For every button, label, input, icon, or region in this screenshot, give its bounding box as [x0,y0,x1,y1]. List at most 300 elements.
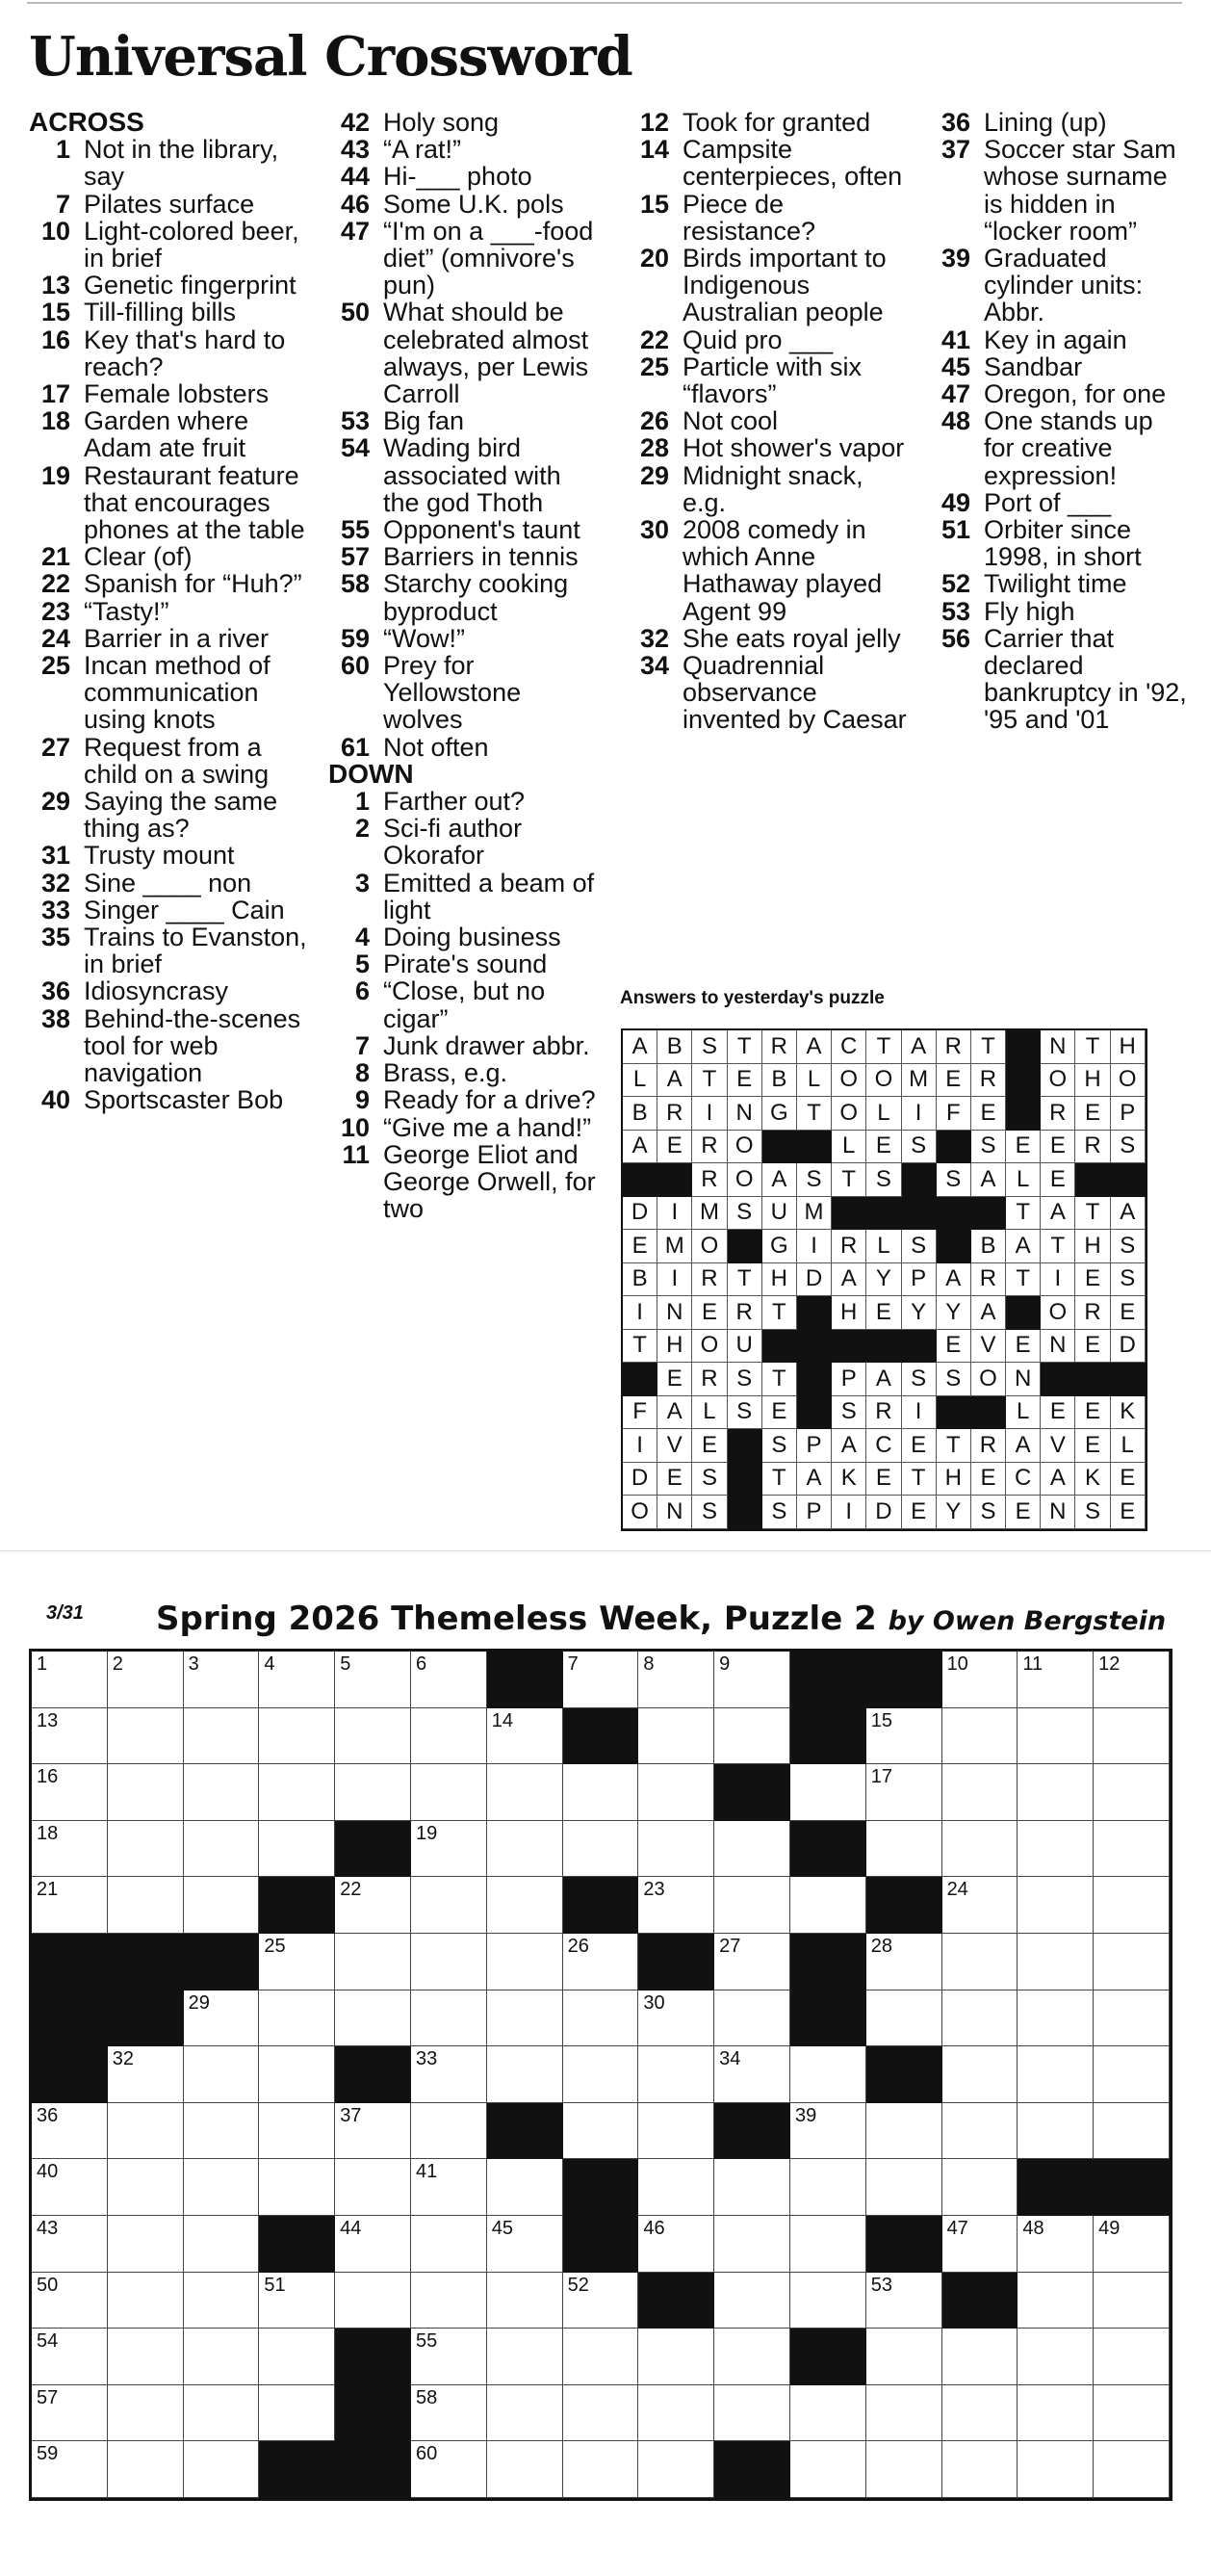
answer-letter: T [832,1163,866,1197]
grid-cell[interactable] [638,2103,714,2160]
grid-cell[interactable] [335,1877,411,1934]
grid-cell[interactable] [638,1991,714,2047]
grid-cell[interactable] [259,1652,335,1708]
grid-cell[interactable] [714,2046,790,2103]
grid-cell[interactable] [108,2216,184,2273]
grid-cell[interactable] [866,2441,942,2498]
grid-cell[interactable] [1018,2046,1094,2103]
grid-cell[interactable] [108,2273,184,2329]
grid-cell[interactable] [259,2159,335,2216]
clue-number: 56 [940,623,970,653]
grid-cell[interactable] [866,2159,942,2216]
grid-cell[interactable] [638,1821,714,1878]
grid-cell[interactable] [1094,2273,1170,2329]
grid-cell[interactable] [108,2159,184,2216]
grid-cell[interactable] [487,1764,563,1821]
grid-cell[interactable] [563,1764,639,1821]
grid-cell[interactable] [866,1708,942,1765]
clue-number: 32 [639,623,669,653]
answer-black-square [623,1163,657,1197]
answer-letter: U [762,1197,797,1231]
grid-cell[interactable] [1094,2046,1170,2103]
grid-cell[interactable] [108,1821,184,1878]
grid-cell[interactable] [335,1652,411,1708]
answer-black-square [1075,1163,1110,1197]
answer-letter: L [623,1064,657,1098]
cell-number: 55 [415,2330,438,2353]
cell-number: 10 [946,1653,968,1675]
clue-text: Carrier that declared bankruptcy in '92, '95 and '01 [984,623,1187,735]
answer-letter: I [902,1097,937,1131]
cell-number: 3 [188,1653,199,1675]
grid-cell[interactable] [714,1991,790,2047]
grid-cell[interactable] [1018,1934,1094,1991]
clue-text: She eats royal jelly [683,623,901,653]
clue-text: Key that's hard to reach? [84,325,286,381]
grid-cell[interactable] [563,2103,639,2160]
grid-cell[interactable] [1094,1652,1170,1708]
grid-cell[interactable] [1018,1708,1094,1765]
grid-cell[interactable] [487,1991,563,2047]
grid-cell[interactable] [411,2273,487,2329]
answer-letter: A [971,1296,1006,1330]
clue-number: 12 [639,108,669,137]
grid-cell[interactable] [1094,1764,1170,1821]
answer-letter: A [797,1030,832,1064]
grid-cell[interactable] [563,2441,639,2498]
grid-cell[interactable] [108,1708,184,1765]
puzzle-title: Spring 2026 Themeless Week, Puzzle 2 [156,1600,877,1638]
grid-cell[interactable] [335,1708,411,1765]
grid-cell[interactable] [942,1821,1018,1878]
clue-text: Fly high [984,596,1075,626]
grid-cell[interactable] [638,1652,714,1708]
grid-cell[interactable] [487,1934,563,1991]
grid-cell[interactable] [638,2441,714,2498]
black-square [866,2046,942,2103]
grid-cell[interactable] [866,1821,942,1878]
grid-cell[interactable] [942,1652,1018,1708]
grid-cell[interactable] [942,1877,1018,1934]
grid-cell[interactable] [638,2046,714,2103]
grid-cell[interactable] [942,1934,1018,1991]
grid-cell[interactable] [32,2441,108,2498]
answer-black-square [728,1496,762,1529]
grid-cell[interactable] [411,2216,487,2273]
across-clue [328,218,598,299]
grid-cell[interactable] [259,2329,335,2385]
grid-cell[interactable] [563,1821,639,1878]
clue-text: Trains to Evanston, in brief [84,923,307,979]
clue-text: Behind-the-scenes tool for web navigation [84,1003,301,1088]
grid-cell[interactable] [1018,1764,1094,1821]
grid-cell[interactable] [32,2385,108,2442]
grid-cell[interactable] [411,2385,487,2442]
grid-cell[interactable] [1018,2103,1094,2160]
grid-cell[interactable] [108,1652,184,1708]
grid-cell[interactable] [184,2441,260,2498]
grid-cell[interactable] [1094,1877,1170,1934]
grid-cell[interactable] [411,1991,487,2047]
grid-cell[interactable] [866,2385,942,2442]
clue-number: 31 [40,841,70,871]
grid-cell[interactable] [487,1821,563,1878]
grid-cell[interactable] [32,1708,108,1765]
grid-cell[interactable] [108,2103,184,2160]
clue-text: Spanish for “Huh?” [84,569,302,599]
grid-cell[interactable] [259,1991,335,2047]
clue-number: 7 [354,1030,370,1060]
grid-cell[interactable] [259,1821,335,1878]
grid-cell[interactable] [411,2441,487,2498]
answer-letter: I [1041,1263,1075,1297]
grid-cell[interactable] [1094,2329,1170,2385]
grid-cell[interactable] [184,1764,260,1821]
grid-cell[interactable] [108,2441,184,2498]
grid-cell[interactable] [411,1934,487,1991]
clue-text: Graduated cylinder units: Abbr. [984,244,1144,327]
grid-cell[interactable] [942,2046,1018,2103]
grid-cell[interactable] [714,1934,790,1991]
grid-cell[interactable] [411,1652,487,1708]
grid-cell[interactable] [335,1991,411,2047]
grid-cell[interactable] [184,1708,260,1765]
answer-letter: F [623,1396,657,1430]
answer-letter: I [832,1496,866,1529]
grid-cell[interactable] [32,1764,108,1821]
clue-text: Barrier in a river [84,623,270,653]
grid-cell[interactable] [790,1877,866,1934]
across-clue [29,191,318,218]
answer-letter: I [902,1396,937,1430]
answer-letter: O [1041,1064,1075,1098]
grid-cell[interactable] [1018,1652,1094,1708]
answer-letter: S [937,1363,971,1396]
clue-number: 29 [40,787,70,817]
across-clue [29,842,318,869]
answer-letter: E [937,1330,971,1364]
answer-letter: E [866,1296,901,1330]
grid-cell[interactable] [866,2329,942,2385]
across-clue [328,625,598,652]
clue-number: 10 [40,216,70,246]
answer-letter: S [1075,1496,1110,1529]
grid-cell[interactable] [32,2159,108,2216]
answer-black-square [1006,1064,1041,1098]
grid-cell[interactable] [942,2103,1018,2160]
top-rule [27,2,1182,4]
grid-cell[interactable] [866,1991,942,2047]
grid-cell[interactable] [563,1991,639,2047]
grid-cell[interactable] [942,1708,1018,1765]
grid-cell[interactable] [1018,1877,1094,1934]
grid-cell[interactable] [411,1821,487,1878]
grid-cell[interactable] [411,2046,487,2103]
answer-letter: E [1075,1396,1110,1430]
grid-cell[interactable] [866,2103,942,2160]
clue-text: Wading bird associated with the god Thoth [383,433,561,517]
grid-cell[interactable] [487,2159,563,2216]
down-clue [628,136,907,190]
answer-black-square [832,1197,866,1231]
grid-cell[interactable] [563,1934,639,1991]
grid-cell[interactable] [790,1764,866,1821]
grid-cell[interactable] [487,1877,563,1934]
grid-cell[interactable] [563,2329,639,2385]
grid-cell[interactable] [790,2216,866,2273]
grid-cell[interactable] [487,1708,563,1765]
grid-cell[interactable] [1018,1821,1094,1878]
grid-cell[interactable] [259,2273,335,2329]
grid-cell[interactable] [32,2273,108,2329]
grid-cell[interactable] [866,1934,942,1991]
clue-text: One stands up for creative expression! [984,406,1153,490]
grid-cell[interactable] [411,1877,487,1934]
answer-letter: T [762,1363,797,1396]
grid-cell[interactable] [714,1708,790,1765]
grid-cell[interactable] [259,2385,335,2442]
grid-cell[interactable] [1018,2385,1094,2442]
grid-cell[interactable] [32,1821,108,1878]
clue-number: 26 [639,406,669,436]
grid-cell[interactable] [714,1821,790,1878]
cell-number: 12 [1098,1653,1121,1675]
grid-cell[interactable] [638,1764,714,1821]
grid-cell[interactable] [790,2385,866,2442]
cell-number: 39 [794,2104,817,2126]
clue-text: Not in the library, say [84,135,279,192]
grid-cell[interactable] [638,1708,714,1765]
grid-cell[interactable] [866,2273,942,2329]
answer-letter: R [692,1363,727,1396]
grid-cell[interactable] [32,2329,108,2385]
grid-cell[interactable] [1018,2329,1094,2385]
clue-text: Not cool [683,406,779,436]
grid-cell[interactable] [411,1708,487,1765]
grid-cell[interactable] [335,1764,411,1821]
grid-cell[interactable] [942,2216,1018,2273]
answer-letter: L [866,1230,901,1263]
grid-cell[interactable] [184,2159,260,2216]
grid-cell[interactable] [32,2216,108,2273]
answer-black-square [1041,1363,1075,1396]
grid-cell[interactable] [487,2216,563,2273]
clue-column-1 [29,109,318,1114]
grid-cell[interactable] [184,2216,260,2273]
grid-cell[interactable] [638,2216,714,2273]
grid-cell[interactable] [335,1934,411,1991]
answer-black-square [937,1131,971,1164]
grid-cell[interactable] [184,1821,260,1878]
grid-cell[interactable] [714,2216,790,2273]
grid-cell[interactable] [1018,2273,1094,2329]
grid-cell[interactable] [638,2385,714,2442]
grid-cell[interactable] [638,2329,714,2385]
answer-letter: A [623,1030,657,1064]
down-clue [628,625,907,652]
grid-cell[interactable] [411,2103,487,2160]
grid-cell[interactable] [1018,2216,1094,2273]
down-clue [328,1141,598,1223]
grid-cell[interactable] [1094,2441,1170,2498]
cell-number: 59 [37,2443,59,2465]
grid-cell[interactable] [487,2329,563,2385]
grid-cell[interactable] [942,1991,1018,2047]
clue-number: 23 [40,596,70,626]
clue-text: Female lobsters [84,379,270,409]
grid-cell[interactable] [1094,2216,1170,2273]
grid-cell[interactable] [259,1764,335,1821]
grid-cell[interactable] [184,2385,260,2442]
grid-cell[interactable] [259,2103,335,2160]
grid-cell[interactable] [259,1934,335,1991]
grid-cell[interactable] [790,2441,866,2498]
grid-cell[interactable] [184,2103,260,2160]
grid-cell[interactable] [563,2385,639,2442]
grid-cell[interactable] [487,2273,563,2329]
grid-cell[interactable] [32,1652,108,1708]
answer-letter: R [692,1131,727,1164]
grid-cell[interactable] [1094,1934,1170,1991]
grid-cell[interactable] [108,2329,184,2385]
black-square [790,1652,866,1708]
grid-cell[interactable] [714,1652,790,1708]
across-clue [29,870,318,897]
answer-letter: T [762,1463,797,1496]
answer-letter: T [728,1263,762,1297]
answer-letter: E [1006,1330,1041,1364]
grid-cell[interactable] [638,2159,714,2216]
cell-number: 40 [37,2161,59,2183]
answer-letter: O [1041,1296,1075,1330]
clue-number: 55 [340,515,370,545]
grid-cell[interactable] [411,1764,487,1821]
clue-number: 15 [639,189,669,219]
clue-number: 53 [340,406,370,436]
grid-cell[interactable] [790,2046,866,2103]
clue-text: Hot shower's vapor [683,433,905,463]
clue-number: 51 [940,515,970,545]
answer-letter: H [1075,1230,1110,1263]
grid-cell[interactable] [714,2159,790,2216]
grid-cell[interactable] [108,1877,184,1934]
answer-letter: I [692,1097,727,1131]
grid-cell[interactable] [487,2441,563,2498]
grid-cell[interactable] [714,1877,790,1934]
answer-black-square [728,1429,762,1463]
grid-cell[interactable] [638,1877,714,1934]
grid-cell[interactable] [108,1764,184,1821]
grid-cell[interactable] [563,2273,639,2329]
grid-cell[interactable] [259,2046,335,2103]
answer-black-square [902,1197,937,1231]
grid-cell[interactable] [790,2159,866,2216]
grid-cell[interactable] [942,1764,1018,1821]
grid-cell[interactable] [108,2046,184,2103]
grid-cell[interactable] [184,2329,260,2385]
grid-cell[interactable] [184,2273,260,2329]
grid-cell[interactable] [184,2046,260,2103]
grid-cell[interactable] [563,1652,639,1708]
grid-cell[interactable] [714,2385,790,2442]
grid-cell[interactable] [184,1877,260,1934]
answer-letter: D [623,1197,657,1231]
grid-cell[interactable] [1094,2103,1170,2160]
grid-cell[interactable] [563,2046,639,2103]
grid-cell[interactable] [411,2329,487,2385]
grid-cell[interactable] [942,2385,1018,2442]
grid-cell[interactable] [259,1708,335,1765]
clue-text: Opponent's taunt [383,515,580,545]
grid-cell[interactable] [866,1764,942,1821]
grid-cell[interactable] [335,2273,411,2329]
grid-cell[interactable] [790,2273,866,2329]
grid-cell[interactable] [411,2159,487,2216]
grid-cell[interactable] [1094,1991,1170,2047]
grid-cell[interactable] [335,2216,411,2273]
answer-letter: D [1111,1330,1146,1364]
answers-title: Answers to yesterday's puzzle [620,988,885,1008]
grid-cell[interactable] [32,1877,108,1934]
grid-cell[interactable] [714,2273,790,2329]
answer-black-square [937,1197,971,1231]
answer-letter: R [692,1163,727,1197]
clue-text: “I'm on a ___-food diet” (omnivore's pun) [383,216,594,300]
grid-cell[interactable] [335,2103,411,2160]
clue-text: Birds important to Indigenous Australian people [683,244,887,327]
grid-cell[interactable] [32,2103,108,2160]
grid-cell[interactable] [487,2385,563,2442]
grid-cell[interactable] [942,2441,1018,2498]
cell-number: 14 [491,1709,514,1731]
answer-letter: V [1041,1429,1075,1463]
clue-text: Sportscaster Bob [84,1085,284,1115]
grid-cell[interactable] [487,2046,563,2103]
answer-letter: E [1075,1097,1110,1131]
grid-cell[interactable] [184,1652,260,1708]
answer-letter: H [657,1330,692,1364]
answer-letter: A [1111,1197,1146,1231]
cell-number: 15 [870,1709,893,1731]
grid-cell[interactable] [1094,1708,1170,1765]
cell-number: 16 [37,1766,59,1788]
black-square [714,1764,790,1821]
clue-text: Singer ____ Cain [84,895,285,924]
grid-cell[interactable] [108,2385,184,2442]
cell-number: 57 [37,2386,59,2408]
grid-cell[interactable] [1094,2385,1170,2442]
grid-cell[interactable] [714,2329,790,2385]
clue-text: Ready for a drive? [383,1085,596,1115]
cell-number: 51 [264,2274,286,2296]
answer-letter: E [657,1131,692,1164]
answer-letter: S [902,1131,937,1164]
grid-cell[interactable] [942,2329,1018,2385]
answer-letter: E [971,1097,1006,1131]
grid-cell[interactable] [1018,1991,1094,2047]
grid-cell[interactable] [335,2159,411,2216]
clue-text: Sine ____ non [84,868,252,898]
answer-letter: T [692,1064,727,1098]
grid-cell[interactable] [1094,1821,1170,1878]
grid-cell[interactable] [1018,2441,1094,2498]
grid-cell[interactable] [942,2159,1018,2216]
down-clue [628,191,907,245]
across-clue [328,516,598,543]
grid-cell[interactable] [790,2103,866,2160]
grid-cell[interactable] [184,1991,260,2047]
answers-grid [621,1028,1147,1531]
